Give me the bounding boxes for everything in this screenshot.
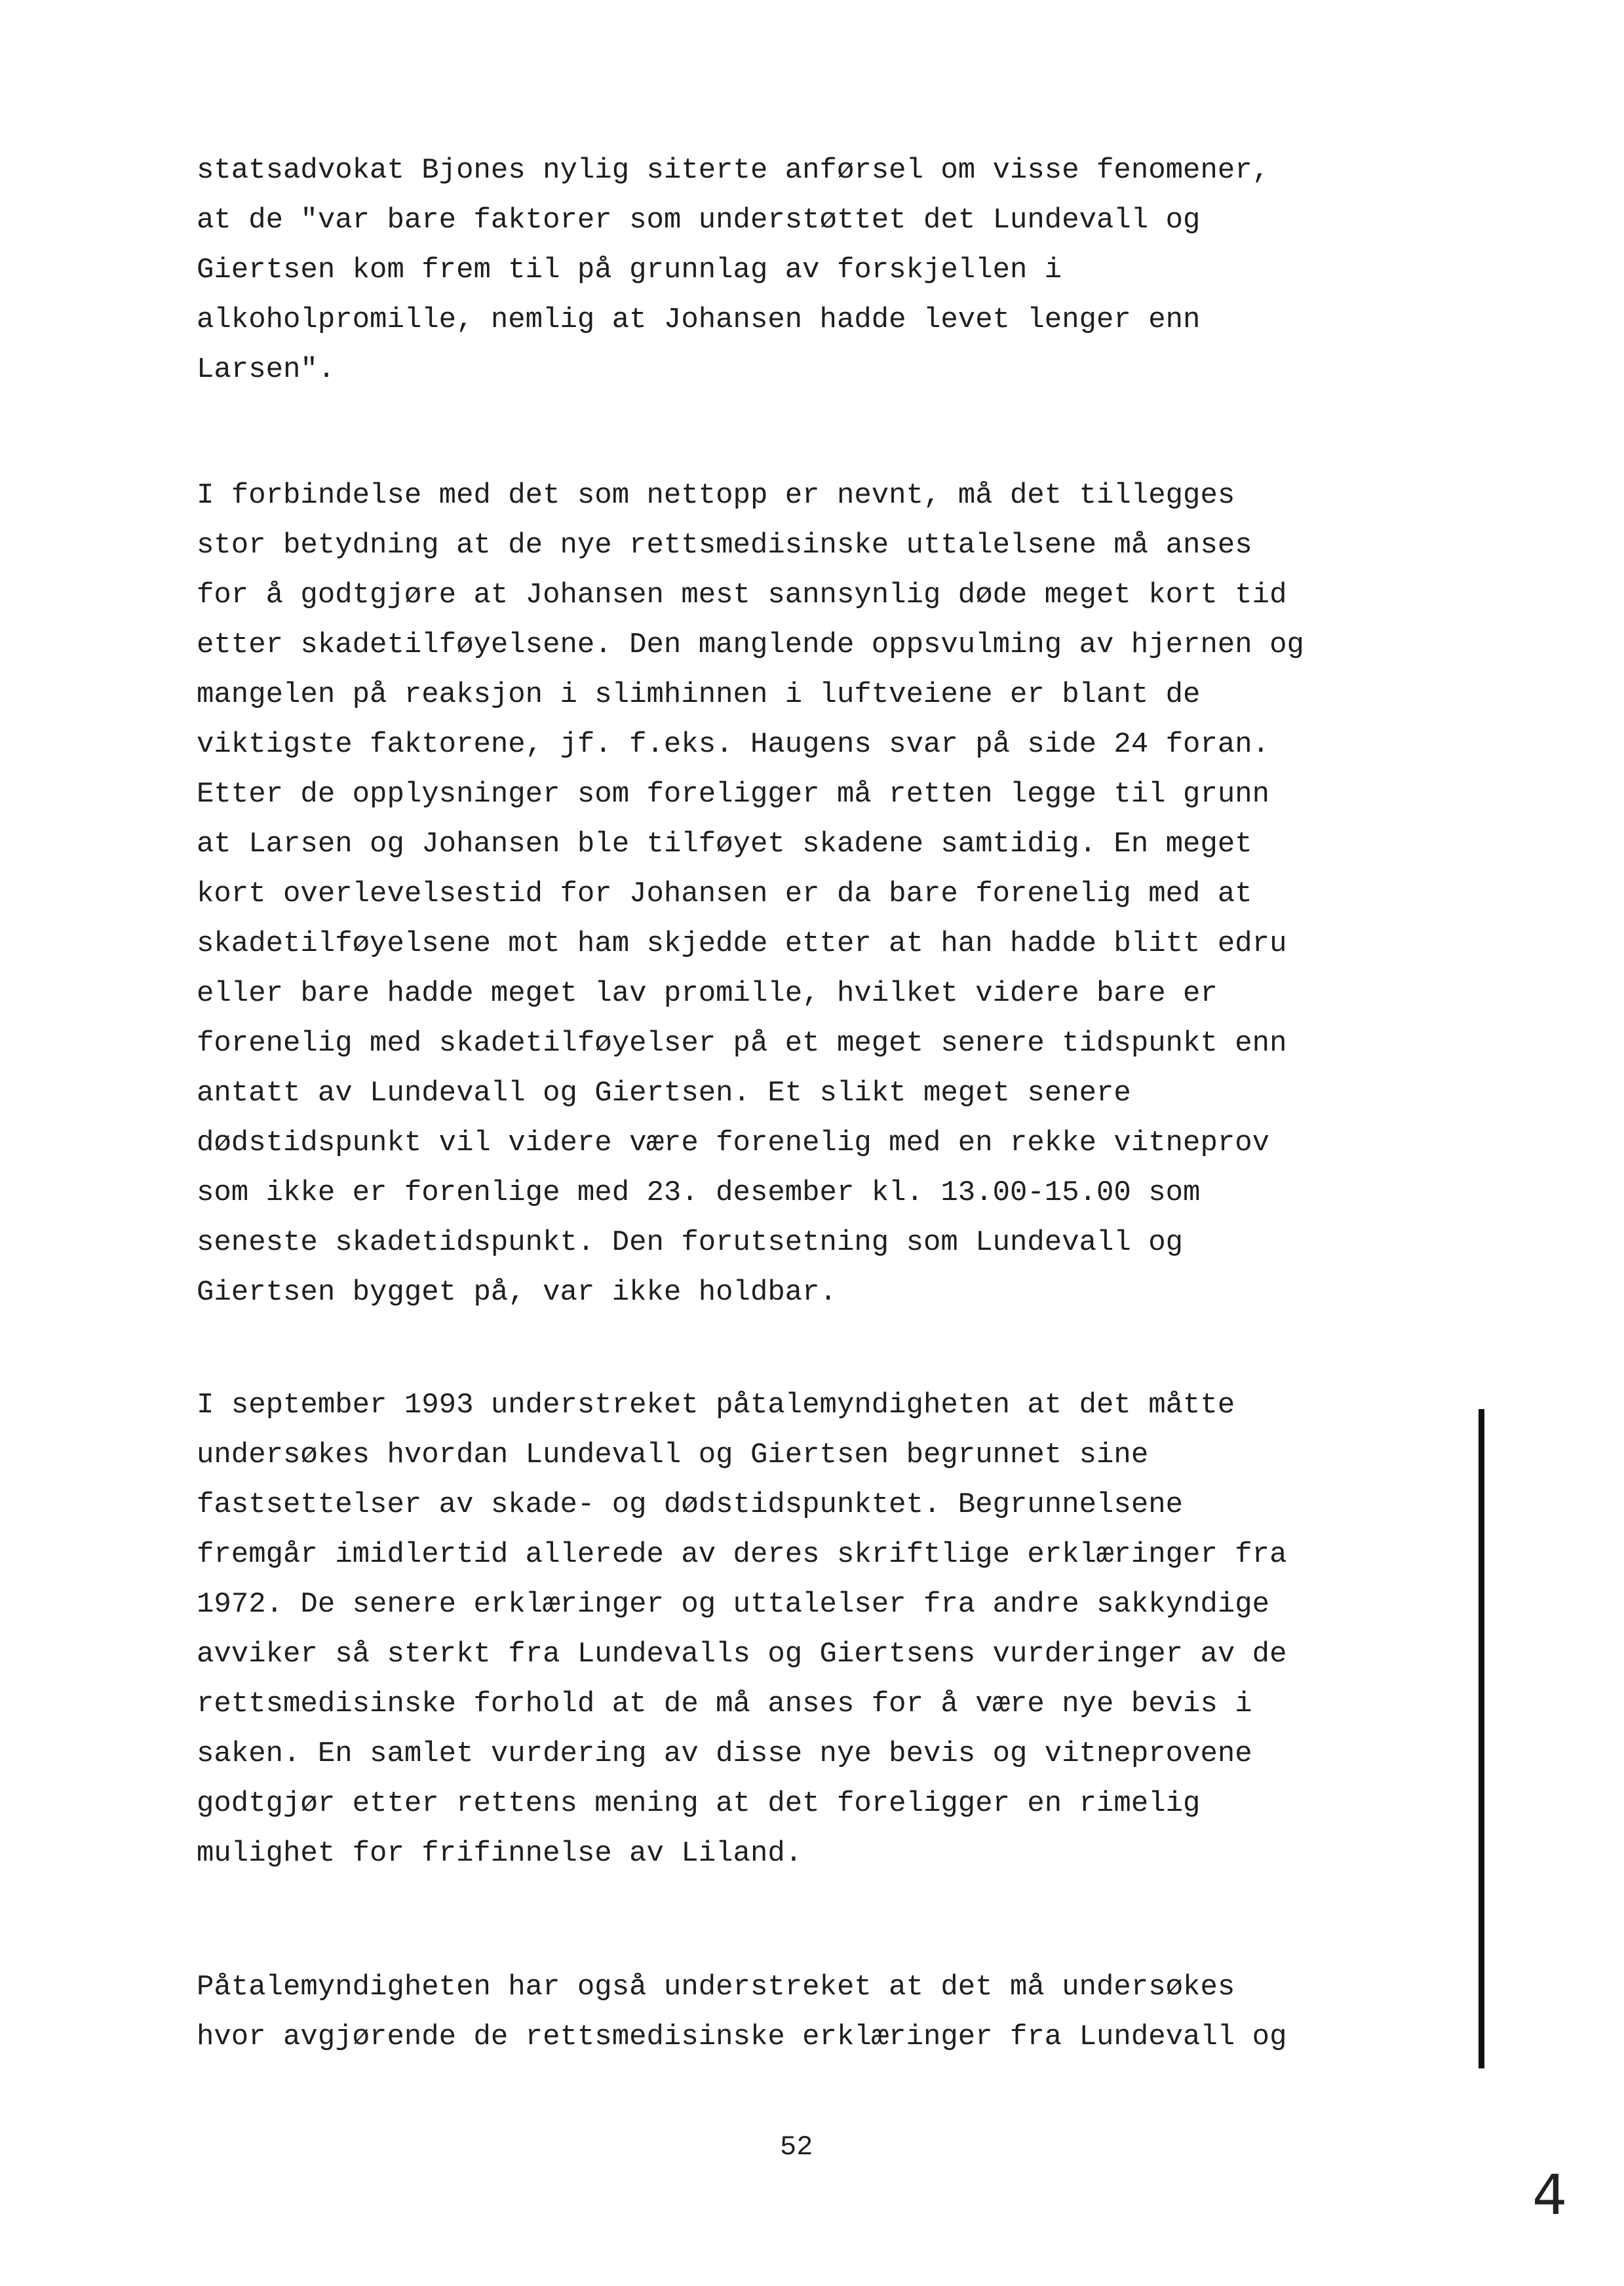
handwritten-page-mark: 4 [1532,2163,1568,2227]
text-line: Etter de opplysninger som foreligger må retten legge til grunn [197,778,1270,811]
text-line: saken. En samlet vurdering av disse nye bevis og vitneprovene [197,1737,1252,1770]
text-line: at de "var bare faktorer som understøttet det Lundevall og [197,204,1201,237]
text-line: skadetilføyelsene mot ham skjedde etter at han hadde blitt edru [197,927,1287,960]
text-line: eller bare hadde meget lav promille, hvilket videre bare er [197,977,1218,1010]
paragraph-1 [197,145,1442,395]
text-line: mangelen på reaksjon i slimhinnen i luftveiene er blant de [197,678,1201,711]
text-line: statsadvokat Bjones nylig siterte anførsel om visse fenomener, [197,154,1270,187]
text-line: rettsmedisinske forhold at de må anses for å være nye bevis i [197,1688,1252,1720]
text-line: viktigste faktorene, jf. f.eks. Haugens svar på side 24 foran. [197,728,1270,761]
text-line: kort overlevelsestid for Johansen er da bare forenelig med at [197,878,1252,910]
text-line: I september 1993 understreket påtalemyndigheten at det måtte [197,1389,1235,1422]
paragraph-2 [197,471,1442,1317]
text-line: at Larsen og Johansen ble tilføyet skadene samtidig. En meget [197,828,1252,861]
text-line: stor betydning at de nye rettsmedisinske uttalelsene må anses [197,529,1252,562]
text-line: fremgår imidlertid allerede av deres skriftlige erklæringer fra [197,1538,1287,1571]
text-line: avviker så sterkt fra Lundevalls og Giertsens vurderinger av de [197,1638,1287,1671]
text-line: seneste skadetidspunkt. Den forutsetning som Lundevall og [197,1226,1184,1259]
text-line: alkoholpromille, nemlig at Johansen hadde levet lenger enn [197,303,1201,336]
margin-change-bar [1479,1409,1484,2068]
text-line: fastsettelser av skade- og dødstidspunktet. Begrunnelsene [197,1488,1184,1521]
text-line: I forbindelse med det som nettopp er nevnt, må det tillegges [197,479,1235,512]
paragraph-3 [197,1380,1442,1878]
text-line: undersøkes hvordan Lundevall og Giertsen begrunnet sine [197,1439,1149,1471]
text-line: dødstidspunkt vil videre være forenelig med en rekke vitneprov [197,1127,1270,1159]
text-line: godtgjør etter rettens mening at det foreligger en rimelig [197,1787,1201,1820]
text-line: forenelig med skadetilføyelser på et meget senere tidspunkt enn [197,1027,1287,1060]
text-line: Larsen". [197,353,336,386]
text-line: hvor avgjørende de rettsmedisinske erklæringer fra Lundevall og [197,2021,1287,2053]
text-line: antatt av Lundevall og Giertsen. Et slikt meget senere [197,1077,1131,1110]
page-number: 52 [780,2131,813,2163]
text-line: 1972. De senere erklæringer og uttalelser fra andre sakkyndige [197,1588,1270,1621]
text-line: Giertsen bygget på, var ikke holdbar. [197,1276,837,1309]
text-line: etter skadetilføyelsene. Den manglende oppsvulming av hjernen og [197,629,1304,661]
text-line: Giertsen kom frem til på grunnlag av forskjellen i [197,254,1062,286]
paragraph-4 [197,1962,1442,2062]
text-line: mulighet for frifinnelse av Liland. [197,1837,803,1870]
text-line: for å godtgjøre at Johansen mest sannsynlig døde meget kort tid [197,579,1287,611]
text-line: som ikke er forenlige med 23. desember kl. 13.00-15.00 som [197,1176,1201,1209]
text-line: Påtalemyndigheten har også understreket at det må undersøkes [197,1971,1235,2004]
